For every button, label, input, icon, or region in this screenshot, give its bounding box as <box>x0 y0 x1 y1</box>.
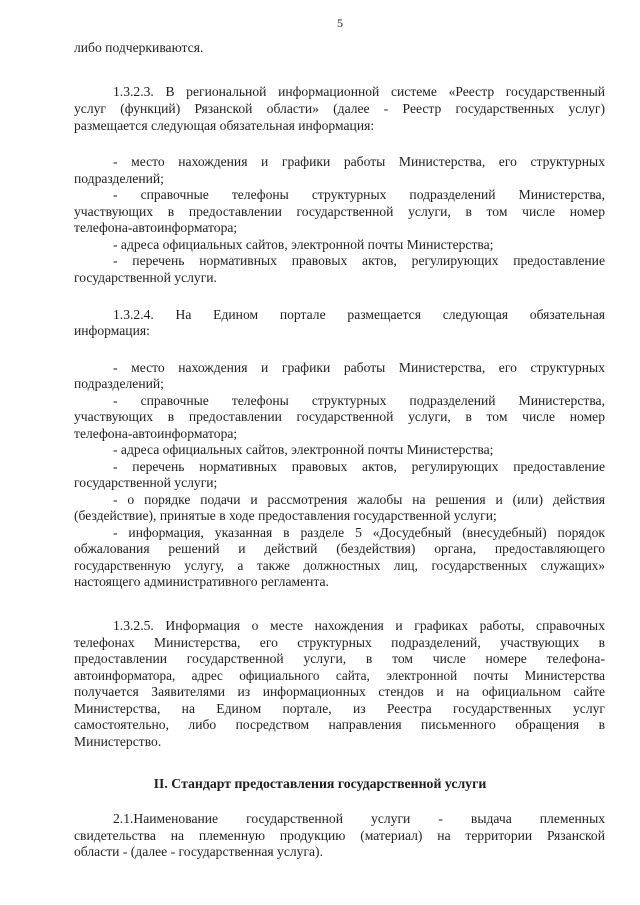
text-line: государственной услуги. <box>74 270 217 285</box>
list-item: - адреса официальных сайтов, электронной почты Министерства; <box>113 442 494 457</box>
text-line: (бездействие), принятые в ходе предоставления государственной услуги; <box>74 508 497 523</box>
text-line: размещается следующая обязательная информация: <box>74 118 375 133</box>
list-item: - информация, указанная в разделе 5 «Досудебный (внесудебный) порядок <box>113 525 605 540</box>
text-line: либо подчеркиваются. <box>74 40 204 55</box>
list-item: - перечень нормативных правовых актов, регулирующих предоставление <box>113 253 605 268</box>
text-line: Министерства, на Едином портале, из Реестра государственных услуг <box>74 701 605 716</box>
text-line: 1.3.2.4. На Едином портале размещается следующая обязательная <box>113 307 605 322</box>
text-line: 2.1.Наименование государственной услуги - выдача племенных <box>113 811 605 826</box>
text-line: 1.3.2.3. В региональной информационной системе «Реестр государственный <box>113 84 605 99</box>
text-line: области - (далее - государственная услуга). <box>74 844 323 859</box>
text-line: обжалования решений и действий (бездействия) органа, предоставляющего <box>74 541 605 556</box>
text-line: информация: <box>74 323 150 338</box>
text-line: государственной услуги; <box>74 475 218 490</box>
text-line: Министерство. <box>74 734 162 749</box>
text-line: 1.3.2.5. Информация о месте нахождения и графиках работы, справочных <box>113 618 605 633</box>
text-line: участвующих в предоставлении государственной услуги, в том числе номер <box>74 409 605 424</box>
list-item: - адреса официальных сайтов, электронной почты Министерства; <box>113 237 494 252</box>
text-line: подразделений; <box>74 376 164 391</box>
text-line: телефона-автоинформатора; <box>74 220 238 235</box>
text-line: телефонах Министерства, его структурных подразделений, участвующих в <box>74 635 605 650</box>
list-item: - место нахождения и графики работы Министерства, его структурных <box>113 154 605 169</box>
text-line: автоинформатора, адрес официального сайта, электронной почты Министерства <box>74 668 605 683</box>
page-number: 5 <box>337 16 343 30</box>
text-line: телефона-автоинформатора; <box>74 426 238 441</box>
text-line: подразделений; <box>74 171 164 186</box>
section-heading: II. Стандарт предоставления государственной услуги <box>153 776 487 791</box>
text-line: самостоятельно, либо посредством направления письменного обращения в <box>74 717 605 732</box>
text-line: услуг (функций) Рязанской области» (далее - Реестр государственных услуг) <box>74 101 605 116</box>
list-item: - о порядке подачи и рассмотрения жалобы на решения и (или) действия <box>113 492 605 507</box>
list-item: - справочные телефоны структурных подразделений Министерства, <box>113 187 605 202</box>
list-item: - справочные телефоны структурных подразделений Министерства, <box>113 393 605 408</box>
text-line: свидетельства на племенную продукцию (материал) на территории Рязанской <box>74 828 605 843</box>
text-line: участвующих в предоставлении государственной услуги, в том числе номер <box>74 204 605 219</box>
list-item: - перечень нормативных правовых актов, регулирующих предоставление <box>113 459 605 474</box>
text-line: предоставлении государственной услуги, в том числе номере телефона- <box>74 651 605 666</box>
list-item: - место нахождения и графики работы Министерства, его структурных <box>113 360 605 375</box>
text-line: получается Заявителями из информационных стендов и на официальном сайте <box>74 684 605 699</box>
text-line: государственную услугу, а также должностных лиц, государственных служащих» <box>74 558 605 573</box>
text-line: настоящего административного регламента. <box>74 574 329 589</box>
